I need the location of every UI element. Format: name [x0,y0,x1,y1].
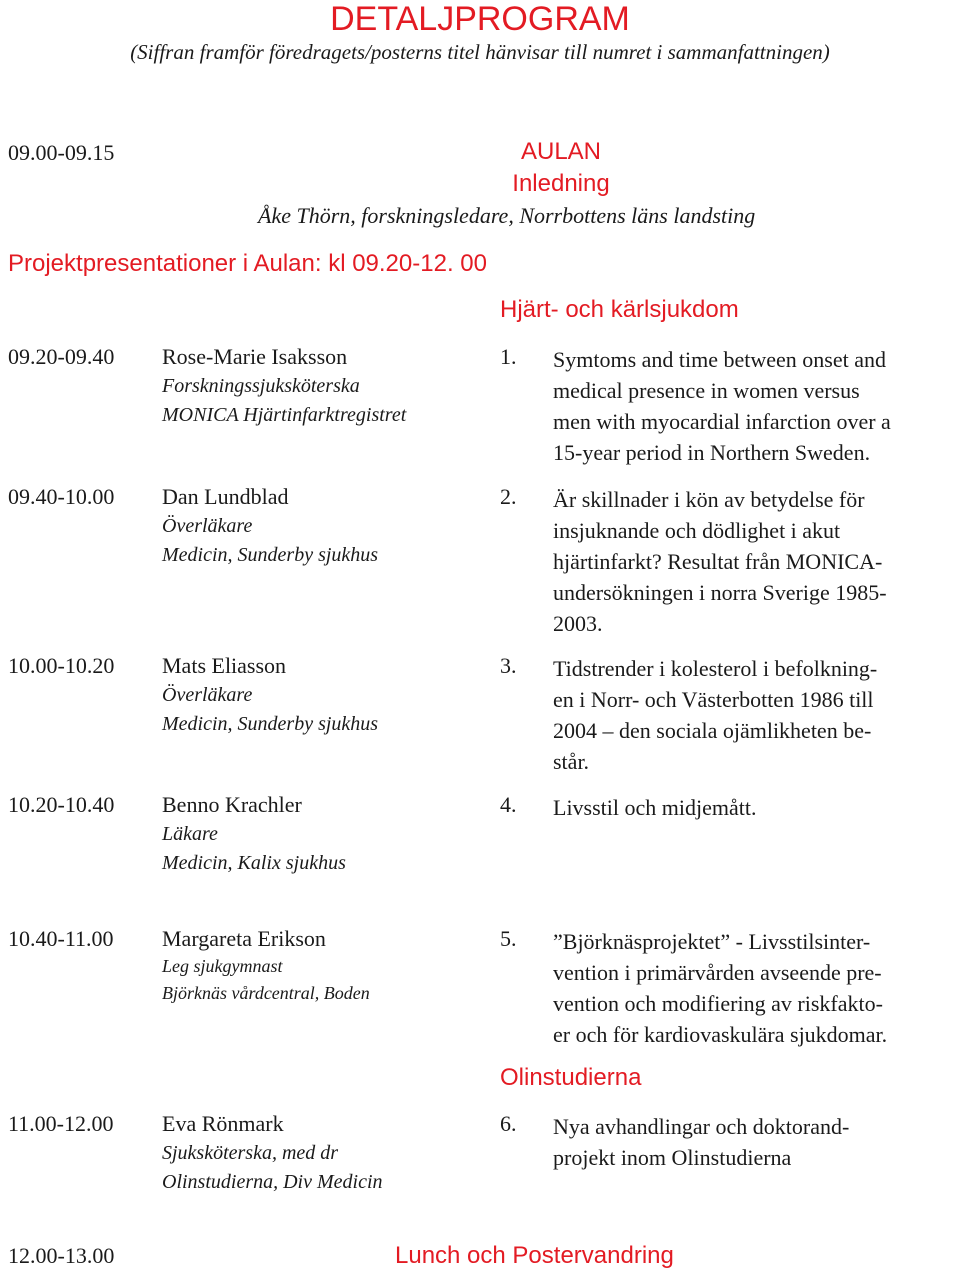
speaker-role: Forskningssjuksköterska [162,375,360,397]
speaker-role: Överläkare [162,684,253,706]
speaker-affiliation: MONICA Hjärtinfarktregistret [162,404,407,426]
talk-title-line: står. [553,749,590,774]
talk-title-line: insjuknande och dödlighet i akut [553,518,841,543]
session-time: 09.40-10.00 [8,484,115,509]
lunch-time: 12.00-13.00 [8,1243,115,1268]
talk-title-line: en i Norr- och Västerbotten 1986 till [553,687,874,712]
talk-title-line: undersökningen i norra Sverige 1985- [553,580,887,605]
talk-number: 6. [500,1111,517,1136]
session-time: 10.20-10.40 [8,792,115,817]
speaker-name: Dan Lundblad [162,484,289,509]
talk-title-line: 2003. [553,611,603,636]
talk-title [553,792,756,823]
talk-number: 5. [500,926,517,951]
speaker-name: Rose-Marie Isaksson [162,344,348,369]
speaker-role: Läkare [162,823,218,845]
talk-title-line: medical presence in women versus [553,378,860,403]
talk-title-line: vention och modifiering av riskfakto- [553,991,883,1016]
talk-number: 4. [500,792,517,817]
speaker-name: Benno Krachler [162,792,302,817]
talk-number: 3. [500,653,517,678]
talk-title [553,344,891,468]
session-time: 10.40-11.00 [8,926,114,951]
talk-title-line: ”Björknäsprojektet” - Livsstilsinter- [553,929,871,954]
speaker-role: Leg sjukgymnast [162,956,283,976]
talk-title [553,1111,849,1173]
talk-number: 1. [500,344,517,369]
talk-title-line: Tidstrender i kolesterol i befolkning- [553,656,878,681]
talk-title-line: men with myocardial infarction over a [553,409,891,434]
venue-aulan: AULAN [520,138,602,165]
session-time: 10.00-10.20 [8,653,115,678]
talk-title [553,926,887,1050]
page-title: DETALJPROGRAM [330,0,630,38]
talk-title-line: Symtoms and time between onset and [553,347,886,372]
lunch-label: Lunch och Postervandring [395,1242,674,1269]
talk-title [553,484,887,639]
talk-title-line: projekt inom Olinstudierna [553,1145,792,1170]
talk-title-line: 15-year period in Northern Sweden. [553,440,871,465]
speaker-affiliation: Olinstudierna, Div Medicin [162,1171,383,1193]
speaker-name: Eva Rönmark [162,1111,284,1136]
section-olin: Olinstudierna [500,1064,642,1091]
talk-title-line: Livsstil och midjemått. [553,795,757,820]
speaker-name: Margareta Erikson [162,926,326,951]
talk-title [553,653,877,777]
projects-heading: Projektpresentationer i Aulan: kl 09.20-12. 00 [8,250,487,277]
opening-time: 09.00-09.15 [8,140,115,165]
talk-number: 2. [500,484,517,509]
speaker-role: Överläkare [162,515,253,537]
speaker-name: Mats Eliasson [162,653,287,678]
talk-title-line: Nya avhandlingar och doktorand- [553,1114,850,1139]
talk-title-line: 2004 – den sociala ojämlikheten be- [553,718,872,743]
section-heart: Hjärt- och kärlsjukdom [500,296,739,323]
talk-title-line: Är skillnader i kön av betydelse för [553,487,865,512]
opening-heading: Inledning [512,170,610,197]
opening-speaker: Åke Thörn, forskningsledare, Norrbottens läns landsting [258,203,756,228]
speaker-affiliation: Björknäs vårdcentral, Boden [162,983,370,1003]
talk-title-line: hjärtinfarkt? Resultat från MONICA- [553,549,883,574]
session-time: 11.00-12.00 [8,1111,114,1136]
talk-title-line: er och för kardiovaskulära sjukdomar. [553,1022,888,1047]
session-time: 09.20-09.40 [8,344,115,369]
speaker-affiliation: Medicin, Sunderby sjukhus [162,713,379,735]
talk-title-line: vention i primärvården avseende pre- [553,960,882,985]
page-subtitle: (Siffran framför föredragets/posterns titel hänvisar till numret i sammanfattningen) [130,40,830,64]
speaker-affiliation: Medicin, Kalix sjukhus [162,852,346,874]
speaker-role: Sjuksköterska, med dr [162,1142,339,1164]
speaker-affiliation: Medicin, Sunderby sjukhus [162,544,379,566]
